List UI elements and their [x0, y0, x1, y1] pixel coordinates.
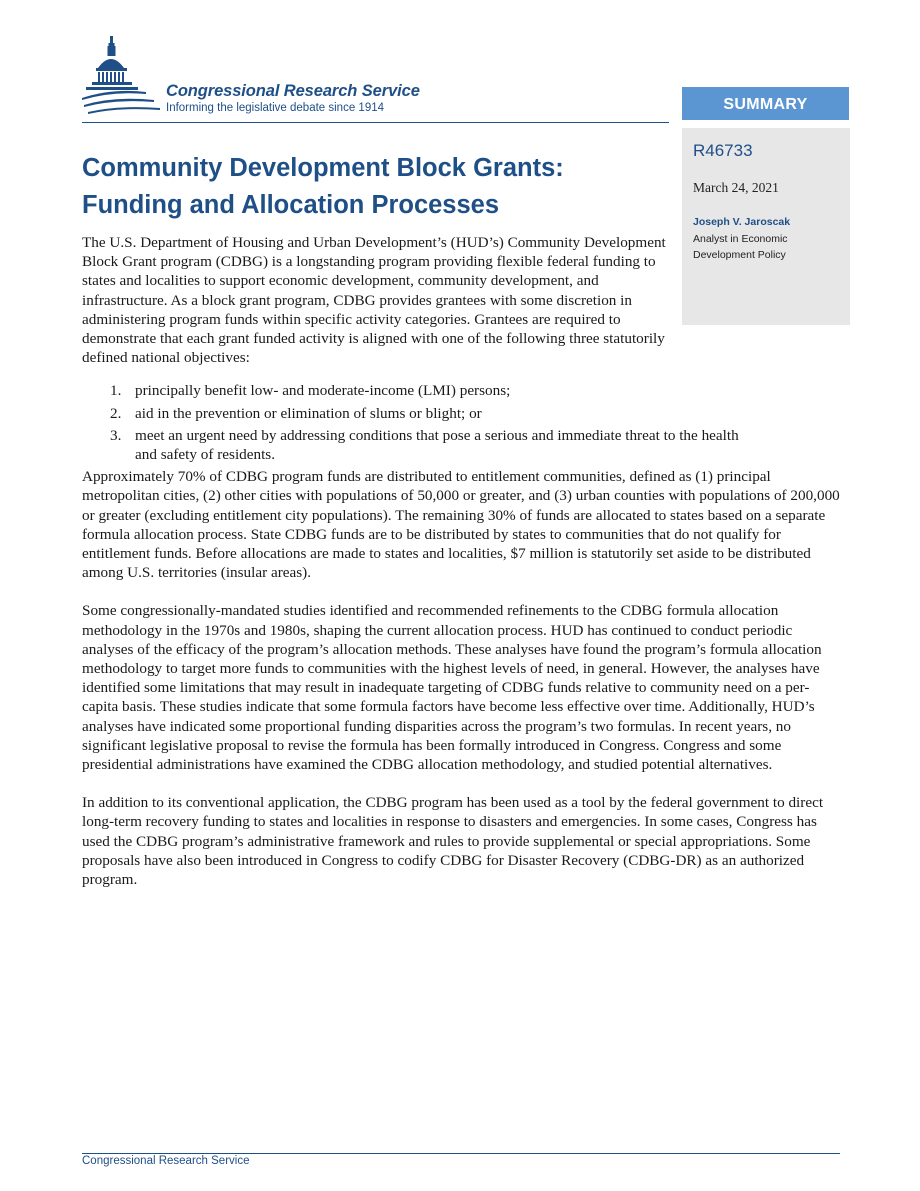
- objective-number: 2.: [110, 404, 122, 422]
- objective-text: principally benefit low- and moderate-income (LMI) persons;: [135, 382, 511, 400]
- studies-paragraph: Some congressionally-mandated studies identified and recommended refinements to the CDBG formula allocation methodology in the 1970s and 1980s, shaping the current allocation process. HUD has continued to conduct periodic analyses of the efficacy of the program’s allocation methods. These analyses have found the program’s formula allocation methodology to target more funds to communities with the highest levels of need, in general. However, the analyses have identified some limitations that may result in inadequate targeting of CDBG funds relative to community need on a per-capita basis. These studies indicate that some formula factors have become less effective over time. Additionally, HUD’s analyses have indicated some proportional funding disparities across the program’s two formulas. In recent years, no significant legislative proposal to revise the formula has been formally introduced in Congress. Congress and some presidential administrations have examined the CDBG allocation methodology, and studied potential alternatives.: [82, 602, 822, 774]
- author-title: Analyst in Economic Development Policy: [693, 233, 788, 261]
- objective-item: [110, 404, 742, 423]
- title-line-2: Funding and Allocation Processes: [82, 191, 500, 219]
- report-date: March 24, 2021: [693, 180, 779, 195]
- org-tagline: Informing the legislative debate since 1914: [166, 102, 385, 114]
- footer-divider: [82, 1153, 840, 1154]
- objective-number: 3.: [110, 426, 122, 444]
- allocation-paragraph: Approximately 70% of CDBG program funds are distributed to entitlement communities, defined as (1) principal metropolitan cities, (2) other cities with populations of 50,000 or greater, and (3) urban counties with populations of 200,000 or greater (excluding entitlement city populations). The remaining 30% of funds are allocated to states based on a separate formula allocation process. State CDBG funds are to be distributed by states to communities that do not qualify for entitlement funds. Before allocations are made to states and localities, $7 million is statutorily set aside to be distributed among U.S. territories (insular areas).: [82, 468, 840, 582]
- objective-text: aid in the prevention or elimination of slums or blight; or: [135, 404, 482, 422]
- title-line-1: Community Development Block Grants:: [82, 154, 564, 182]
- objective-number: 1.: [110, 382, 122, 400]
- footer-org-name: Congressional Research Service: [82, 1155, 250, 1167]
- objective-item: [110, 381, 742, 400]
- disaster-recovery-paragraph: In addition to its conventional application, the CDBG program has been used as a tool by the federal government to direct long-term recovery funding to states and localities in response to disasters and emergencies. In some cases, Congress has used the CDBG program’s administrative framework and rules to provide supplemental or special appropriations. Some proposals have also been introduced in Congress to codify CDBG for Disaster Recovery (CDBG-DR) as an authorized program.: [82, 794, 824, 889]
- summary-body: [82, 233, 842, 889]
- header-divider: [82, 122, 669, 123]
- objective-text: meet an urgent need by addressing conditions that pose a serious and immediate threat to the health and safety of residents.: [135, 426, 739, 464]
- org-name: Congressional Research Service: [166, 82, 420, 100]
- capitol-dome-icon: [80, 34, 170, 124]
- objective-item: [110, 426, 742, 464]
- report-number: R46733: [693, 141, 753, 160]
- objectives-list: [82, 381, 842, 464]
- page-title: [82, 150, 662, 224]
- crs-logo: [80, 34, 480, 124]
- intro-paragraph: The U.S. Department of Housing and Urban Development’s (HUD’s) Community Development Block Grant program (CDBG) is a longstanding program providing flexible federal funding to states and localities to support economic development, community development, and infrastructure. As a block grant program, CDBG provides grantees with some discretion in administering program funds within specific activity categories. Grantees are required to demonstrate that each grant funded activity is aligned with one of the following three statutorily defined national objectives:: [82, 234, 666, 367]
- author-name: Joseph V. Jaroscak: [693, 216, 791, 228]
- summary-tab: SUMMARY: [682, 87, 849, 120]
